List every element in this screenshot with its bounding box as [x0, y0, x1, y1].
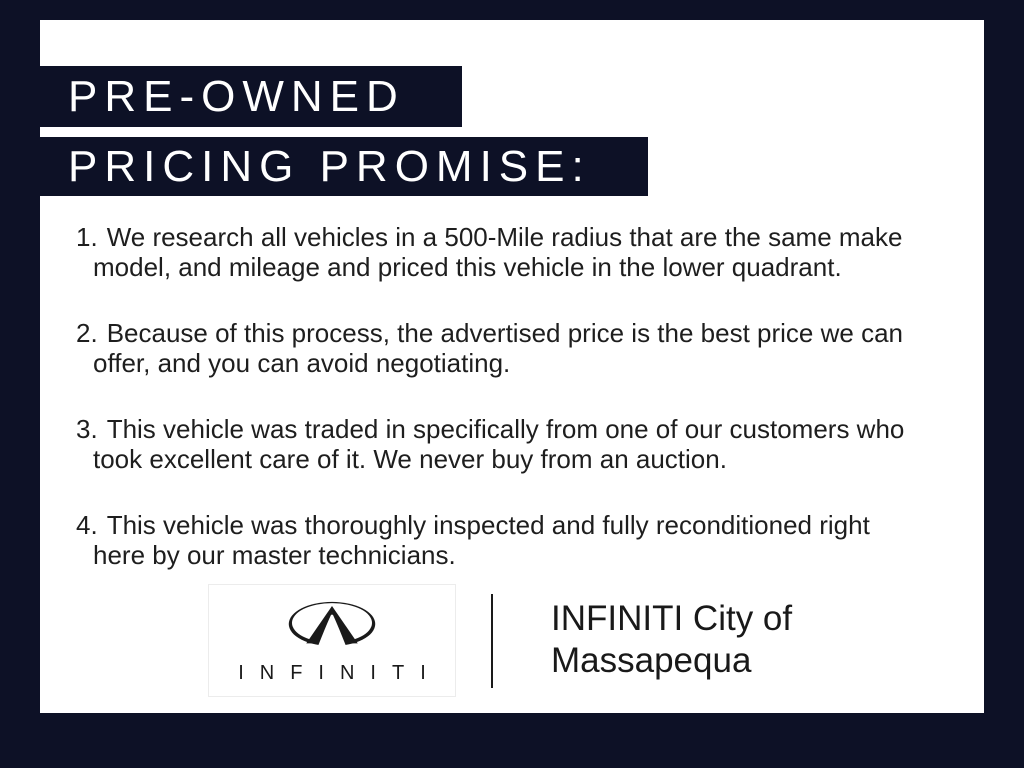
item-3-line-1: This vehicle was traded in specifically from one of our customers who — [106, 414, 905, 444]
vertical-divider — [491, 594, 493, 688]
item-4-line-1: This vehicle was thoroughly inspected and fully reconditioned right — [106, 510, 870, 540]
banner-pre-owned — [38, 66, 462, 127]
dealer-name-line-1: INFINITI City of — [551, 599, 793, 638]
promise-item-2 — [76, 318, 904, 378]
infiniti-logo-block — [208, 584, 456, 697]
banner-pre-owned-text: PRE-OWNED — [68, 71, 405, 121]
item-3-number: 3. — [76, 414, 98, 444]
promise-item-3 — [76, 414, 904, 474]
item-1-line-1: We research all vehicles in a 500-Mile radius that are the same make — [106, 222, 903, 252]
item-2-line-1: Because of this process, the advertised price is the best price we can — [106, 318, 903, 348]
promise-item-4 — [76, 510, 904, 570]
infiniti-emblem-icon — [286, 600, 378, 648]
item-2-number: 2. — [76, 318, 98, 348]
item-1-line-2: model, and mileage and priced this vehicle in the lower quadrant. — [93, 252, 842, 282]
infiniti-wordmark: INFINITI — [238, 662, 442, 684]
dealer-name-line-2: Massapequa — [551, 641, 752, 680]
promise-item-1 — [76, 222, 904, 282]
banner-pricing-promise — [38, 137, 648, 196]
banner-pricing-promise-text: PRICING PROMISE: — [68, 141, 591, 191]
item-1-number: 1. — [76, 222, 98, 252]
item-3-line-2: took excellent care of it. We never buy from an auction. — [93, 444, 727, 474]
item-4-line-2: here by our master technicians. — [93, 540, 456, 570]
promise-list — [76, 222, 904, 606]
item-4-number: 4. — [76, 510, 98, 540]
item-2-line-2: offer, and you can avoid negotiating. — [93, 348, 511, 378]
dealer-name — [551, 598, 792, 682]
